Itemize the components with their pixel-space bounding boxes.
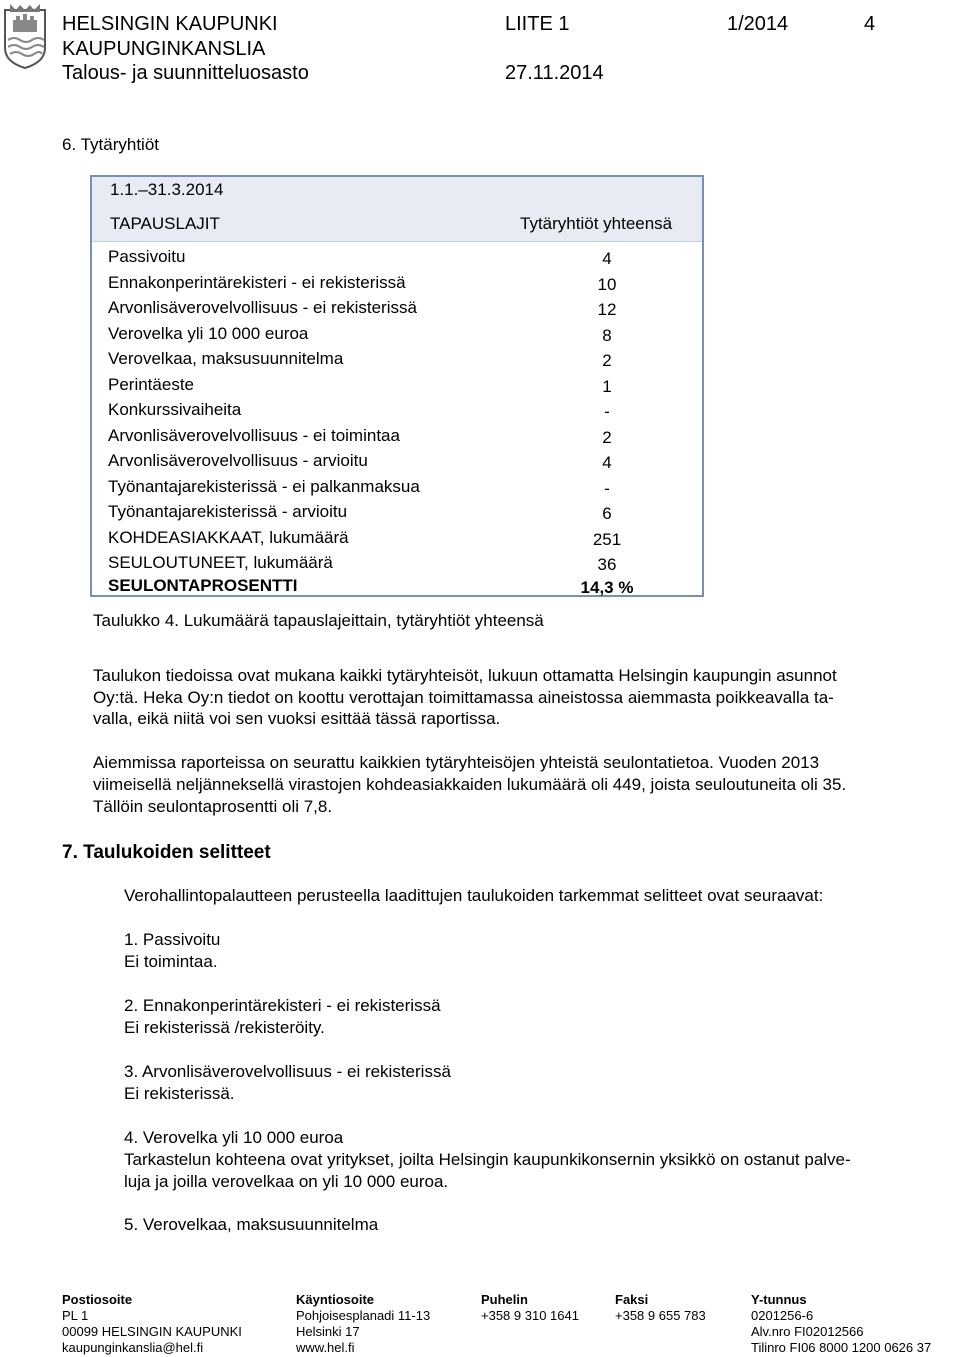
org-unit: Talous- ja suunnitteluosasto — [62, 62, 309, 84]
footer-fax — [615, 1292, 706, 1324]
explanation-text: Ei rekisterissä /rekisteröity. — [124, 1018, 325, 1037]
row-label: Verovelkaa, maksusuunnitelma — [108, 349, 344, 368]
row-value: 14,3 % — [580, 578, 634, 597]
row-value: 4 — [602, 453, 612, 472]
row-value: - — [604, 478, 610, 498]
footer-text: Tilinro FI06 8000 1200 0626 37 — [751, 1340, 932, 1355]
explanation-title: 5. Verovelkaa, maksusuunnitelma — [124, 1215, 379, 1234]
footer-label: Y-tunnus — [751, 1292, 807, 1307]
footer-text: +358 9 655 783 — [615, 1308, 706, 1323]
explanation-title: 1. Passivoitu — [124, 930, 221, 949]
cases-table — [90, 175, 704, 597]
footer-website: www.hel.fi — [296, 1340, 355, 1355]
footer-text: Helsinki 17 — [296, 1324, 360, 1339]
footer-text: Alv.nro FI02012566 — [751, 1324, 864, 1339]
footer-email: kaupunginkanslia@hel.fi — [62, 1340, 204, 1355]
row-value: 2 — [602, 427, 612, 447]
paragraph-1-line: Oy:tä. Heka Oy:n tiedot on koottu verottajan toimittamassa aineistossa aiemmasta poikkeavalla ta- — [93, 688, 834, 707]
paragraph-2-line: Aiemmissa raporteissa on seurattu kaikkien tytäryhteisöjen yhteistä seulontatietoa. Vuoden 2013 — [93, 753, 820, 772]
row-label: SEULOUTUNEET, lukumäärä — [108, 553, 333, 572]
row-label: Arvonlisäverovelvollisuus - ei rekisterissä — [108, 298, 417, 317]
explanation-title: 3. Arvonlisäverovelvollisuus - ei rekisterissä — [124, 1062, 451, 1081]
section-7-title: 7. Taulukoiden selitteet — [62, 842, 271, 863]
row-label: Perintäeste — [108, 374, 194, 394]
explanation-title: 2. Ennakonperintärekisteri - ei rekisterissä — [124, 996, 441, 1015]
row-label: SEULONTAPROSENTTI — [108, 576, 298, 595]
row-value: 2 — [602, 351, 612, 370]
org-department: KAUPUNGINKANSLIA — [62, 38, 266, 60]
row-value: 1 — [602, 376, 612, 396]
document-date: 27.11.2014 — [505, 62, 604, 84]
footer-postal — [62, 1292, 242, 1356]
table-row — [92, 298, 702, 323]
explanation-text: Tarkastelun kohteena ovat yritykset, joilta Helsingin kaupunkikonsernin yksikkö on ostanut palve- — [124, 1150, 851, 1169]
row-label: Arvonlisäverovelvollisuus - ei toimintaa — [108, 425, 400, 445]
col-header-total: Tytäryhtiöt yhteensä — [520, 214, 673, 233]
explanation-text: luja ja joilla verovelkaa on yli 10 000 euroa. — [124, 1172, 449, 1191]
page-number: 4 — [864, 13, 876, 35]
explanation-text: Ei toimintaa. — [124, 952, 218, 971]
row-label: KOHDEASIAKKAAT, lukumäärä — [108, 527, 349, 547]
footer-label: Käyntiosoite — [296, 1292, 375, 1307]
table-row — [92, 247, 702, 272]
row-value: 12 — [597, 300, 617, 319]
row-value: 10 — [597, 274, 617, 294]
col-header-case-types: TAPAUSLAJIT — [110, 214, 220, 233]
footer-phone — [481, 1292, 579, 1324]
row-label: Työnantajarekisterissä - ei palkanmaksua — [108, 476, 420, 496]
row-label: Arvonlisäverovelvollisuus - arvioitu — [108, 451, 368, 470]
row-value: 36 — [597, 555, 617, 574]
row-value: 6 — [602, 504, 612, 523]
footer-text: 0201256-6 — [751, 1308, 814, 1323]
table-row — [92, 477, 702, 502]
footer-business-id — [751, 1292, 931, 1356]
table-row — [92, 349, 702, 374]
table-row-total — [92, 576, 702, 601]
table-caption: Taulukko 4. Lukumäärä tapauslajeittain, tytäryhtiöt yhteensä — [93, 611, 544, 630]
row-label: Konkurssivaiheita — [108, 400, 242, 419]
row-label: Verovelka yli 10 000 euroa — [108, 323, 309, 343]
document-number: 1/2014 — [727, 13, 789, 35]
footer-text: 00099 HELSINGIN KAUPUNKI — [62, 1324, 242, 1339]
footer-label: Faksi — [615, 1292, 649, 1307]
row-label: Työnantajarekisterissä - arvioitu — [108, 502, 348, 521]
org-name: HELSINGIN KAUPUNKI — [62, 13, 278, 35]
table-row — [92, 426, 702, 451]
footer-visiting — [296, 1292, 430, 1356]
row-value: 8 — [602, 325, 612, 345]
footer-label: Postiosoite — [62, 1292, 133, 1307]
row-value: 4 — [602, 249, 612, 268]
table-row — [92, 553, 702, 578]
explanation-text: Ei rekisterissä. — [124, 1084, 235, 1103]
footer-text: PL 1 — [62, 1308, 89, 1323]
footer-label: Puhelin — [481, 1292, 528, 1307]
helsinki-crest-logo — [2, 0, 48, 70]
section-7-intro: Verohallintopalautteen perusteella laadittujen taulukoiden tarkemmat selitteet ovat seuraavat: — [124, 886, 824, 905]
row-value: - — [604, 402, 610, 421]
attachment-label: LIITE 1 — [505, 13, 570, 35]
table-period: 1.1.–31.3.2014 — [110, 180, 224, 199]
row-label: Passivoitu — [108, 247, 186, 266]
paragraph-1-line: valla, eikä niitä voi sen vuoksi esittää tässä raportissa. — [93, 709, 501, 728]
explanation-title: 4. Verovelka yli 10 000 euroa — [124, 1128, 344, 1147]
table-row — [92, 451, 702, 476]
table-row — [92, 324, 702, 349]
footer-text: Pohjoisesplanadi 11-13 — [296, 1308, 431, 1323]
table-row — [92, 375, 702, 400]
table-row — [92, 528, 702, 553]
row-label: Ennakonperintärekisteri - ei rekisterissä — [108, 272, 406, 292]
footer-text: +358 9 310 1641 — [481, 1308, 579, 1323]
paragraph-1-line: Taulukon tiedoissa ovat mukana kaikki tytäryhteisöt, lukuun ottamatta Helsingin kaupungin asunnot — [93, 666, 837, 685]
table-row — [92, 400, 702, 425]
paragraph-2-line: viimeisellä neljänneksellä virastojen kohdeasiakkaiden lukumäärä oli 449, joista seuloutuneita oli 35. — [93, 775, 847, 794]
table-row — [92, 502, 702, 527]
section-6-title: 6. Tytäryhtiöt — [62, 135, 160, 154]
row-value: 251 — [592, 529, 622, 549]
table-row — [92, 273, 702, 298]
paragraph-2-line: Tällöin seulontaprosentti oli 7,8. — [93, 797, 333, 816]
